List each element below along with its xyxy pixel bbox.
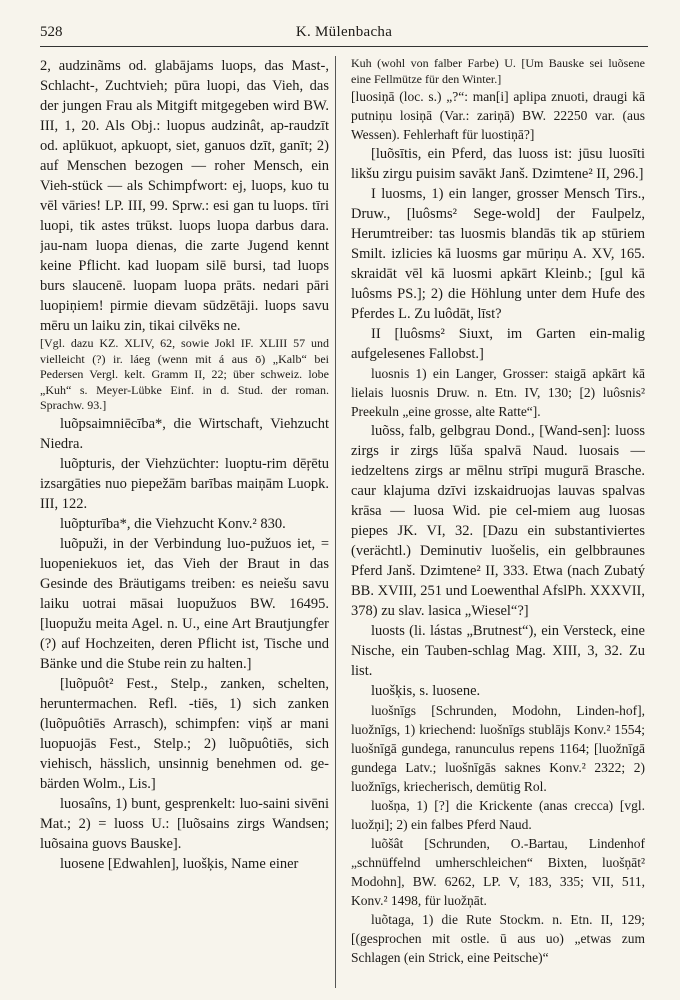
entry-luoskis: luošķis, s. luosene. (371, 683, 481, 699)
entry-luotaga: luõtaga, 1) die Rute Stockm. n. Etn. II, 129; [(gesprochen mit ostle. ū aus uo) „etwas zum Schlagen (ein Strick, eine Peitsche)“ (351, 912, 645, 965)
entry-luosts: luosts (li. lástas „Brutnest“), ein Versteck, eine Nische, ein Tauben-schlag Mag. XIII, 3, 32. Zu list. (351, 623, 645, 679)
left-column (40, 56, 329, 992)
entry-luosina: [luosiņā (loc. s.) „?“: man[i] aplipa znuoti, draugi kā putniņu losiņā (Var.: zariņā) BW. 22250 var. (aus Wessen). Fehlerhaft für luostiņā?] (351, 89, 645, 142)
column-divider (335, 56, 336, 988)
running-head: K. Mülenbacha (295, 24, 393, 40)
entry-luopuot: [luõpuôt² Fest., Stelp., zanken, schelten, heruntermachen. Refl. -tiēs, 1) sich zanken (luõpuôtiēs Arrasch), schimpfen: viņš ar mani luopuojās Fest., Stelp.; 2) luõpuôtiēs, sich viehisch, hässlich, unsinnig benehmen od. ge-bärden Wolm., Lis.] (40, 675, 329, 792)
page-number: 528 (40, 24, 63, 40)
entry-luopsaimnieciba: luõpsaimniēcība*, die Wirtschaft, Viehzucht Niedra. (40, 415, 329, 452)
entry-luosains: luosaîns, 1) bunt, gesprenkelt: luo-saini sivēni Mat.; 2) = luoss U.: [luõsains zirgs Wandsen; luõsaina guovs Bauske]. (40, 795, 329, 852)
right-column (351, 56, 645, 992)
entry-luositis: [luõsītis, ein Pferd, das luoss ist: jūsu luosīti likšu zirgu puisim savākt Janš. Dzimtene² II, 296.] (351, 146, 645, 182)
entry-luopuzi: luõpuži, in der Verbindung luo-pužuos iet, = luopeniekuos iet, das Vieh der Braut in das Gesinde des Bräutigams treiben: es neiešu savu laiku uotrai māsai luopužuos BW. 16495. [luopužu meita Agel. n. U., eine Art Brautjungfer (?) auf Hochzeiten, deren Pflicht ist, Tische und Bänke und die Stube rein zu halten.] (40, 535, 329, 672)
entry-luosnigs: luošnīgs [Schrunden, Modohn, Linden-hof], luožnīgs, 1) kriechend: luošnīgs stublājs Konv.² 1554; luošnīgā gundega, ranunculus repens 1164; [luožnīgā gundega Latv.; luošnīgās saknes Konv.² 2322; 2) luožnīgs, kriecherisch, demütig Rol. (351, 703, 645, 794)
entry-luosat: luõšât [Schrunden, O.-Bartau, Lindenhof „schnüffelnd umherschleichen“ Bixten, luošņāt² Modohn], BW. 6262, LP. V, 183, 335; VII, 511, Konv.² 1498, für luožņāt. (351, 836, 645, 908)
etymology-note: [Vgl. dazu KZ. XLIV, 62, sowie Jokl IF. XLIII 57 und vielleicht (?) ir. láeg (wenn mit á aus ō) „Kalb“ bei Pedersen Vergl. kelt. Gramm II, 22; über schweiz. lobe „Kuh“ s. Meyer-Lübke Einf. in d. Stud. der roman. Sprachw. 93.] (40, 336, 329, 412)
entry-luopturiba: luõpturība*, die Viehzucht Konv.² 830. (60, 515, 286, 532)
entry-luoss: luõss, falb, gelbgrau Dond., [Wand-sen]: luoss zirgs ir zirgs lūša spalvā Naud. luosais — iedzeltens zirgs ar mēlnu strīpi mugurā Brasche. caur klajuma dzīvi izskaidruojas lauvas spalvas krāsa — luosa Wid. pie cel-miem aug luosas piepes JK. VI, 32. [Dazu ein substantiviertes (verächtl.) Deminutiv luošelis, ein gelbbraunes Pferd Janš. Dzimtene² II, 333. Etwa (nach Zubatý BB. XVIII, 251 und Loewenthal AfslPh. XXXVII, 378) zu slav. lasica „Wiesel“?] (351, 423, 645, 619)
entry-luosna: luošņa, 1) [?] die Krickente (anas crecca) [vgl. luožņi]; 2) ein falbes Pferd Naud. (351, 798, 645, 832)
entry-luopturis: luõpturis, der Viehzüchter: luoptu-rim dēŗētu izsargāties nuo piepežām barības maiņām Luopk. III, 122. (40, 455, 329, 512)
entry-luops-continued: 2, audzinãms od. glabājams luops, das Mast-, Schlacht-, Zuchtvieh; pūra luopi, das Vieh, das der jungen Frau als Mitgift mitgegeben wird BW. III, 1, 20. Als Obj.: luopus audzinât, ap-raudzīt od. aplūkuot, apkuopt, siet, ganuos dzīt, ganīt; 2) auf Menschen bezogen — roher Mensch, ein Vieh-stück — als Schimpfwort: ej, luops, kuo tu vēl vāries! LP. III, 99. Sprw.: esi gan tu luops. tīri luopi, tik astes trūkst. luops luopa darbus dara. jau-nam luopa dienas, die zarte Jugend kennt keine Pflicht. kad luopam silē bursi, tad luops burs slaucenē. luopam luopa prāts. nedari pāri luopiņiem! pirmie dievam sūdzētāji. luops savu mēru un laiku zin, tikai cilvēks ne. (40, 58, 329, 334)
entry-luosene-continued: Kuh (wohl von falber Farbe) U. [Um Bauske sei luõsene eine Fellmütze für den Winter.] (351, 56, 645, 86)
entry-luosnis: luosnis 1) ein Langer, Grosser: staigā apkārt kā lielais luosnis Druw. n. Etn. IV, 130; [2) luôsnis² Preekuln „eine grosse, alte Ratte“]. (351, 366, 645, 419)
page-header (40, 18, 648, 47)
entry-luosms-1: I luosms, 1) ein langer, grosser Mensch Tirs., Druw., [luôsms² Sege-wold] der Faulpelz, Herumtreiber: tas luosmis blandās tik ap stūriem Smilt. izlicies kā luosms gar mūriņu A. XV, 165. skraidāt vēl kā luosmi apkārt Kleinb.; [gul kā luôsms PS.]; 2) die Höhlung unter dem Hufe des Pferdes L. Zu luôdāt, līst? (351, 186, 645, 322)
entry-luosms-2: II [luôsms² Siuxt, im Garten ein-malig aufgelesenes Fallobst.] (351, 326, 645, 362)
entry-luosene: luosene [Edwahlen], luošķis, Name einer (60, 855, 299, 872)
